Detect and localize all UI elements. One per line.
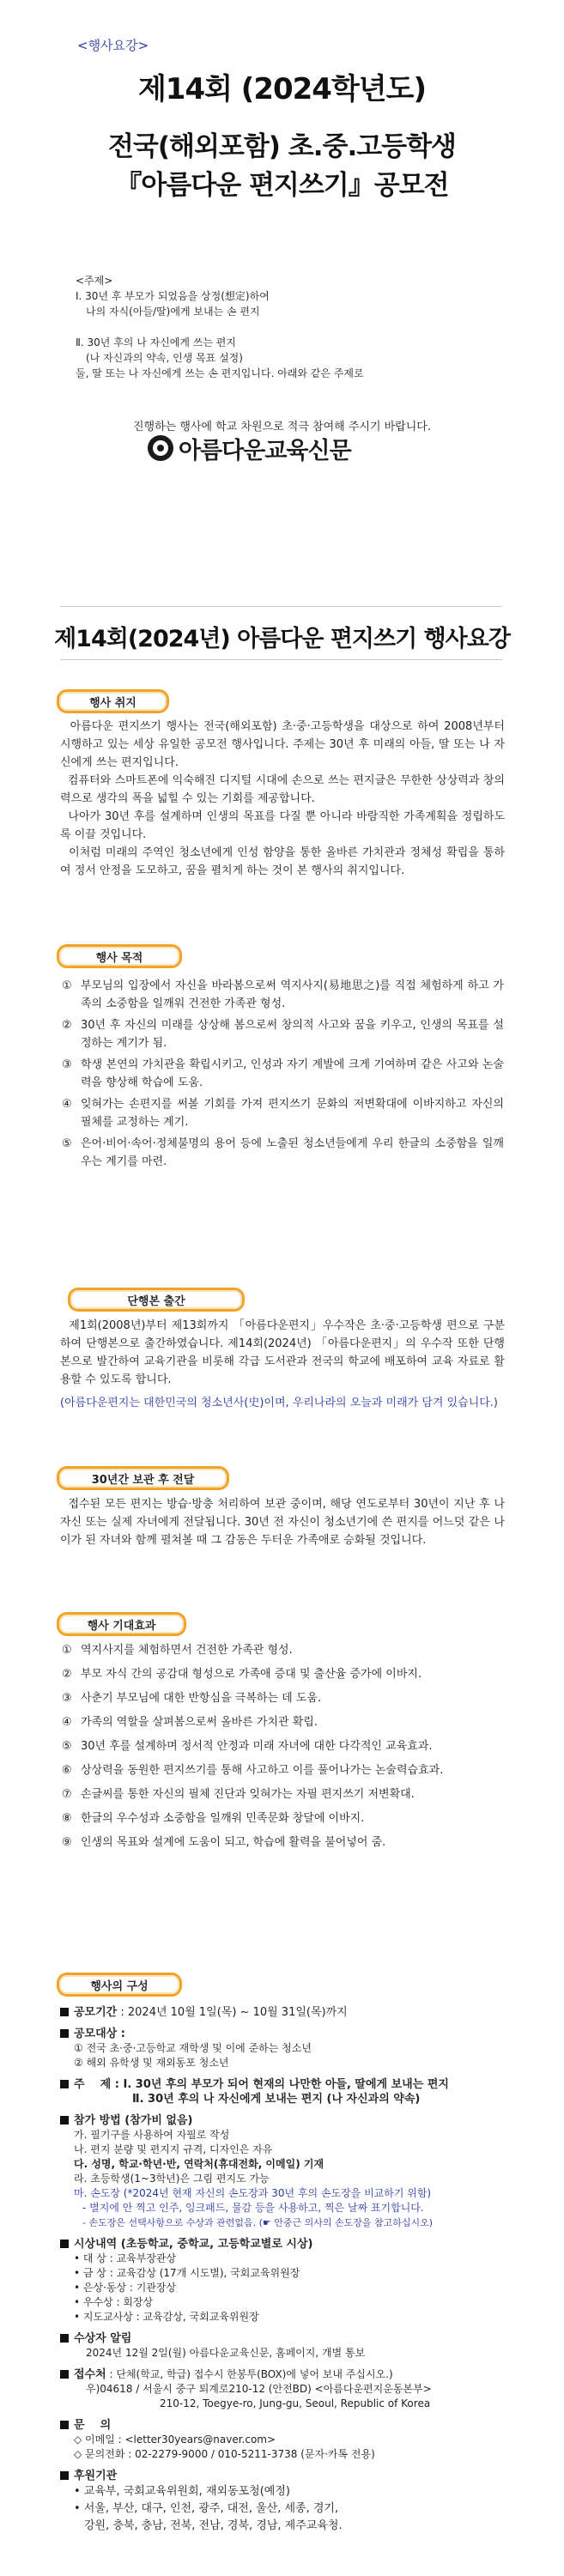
theme-detail-label: 주 제 (74, 2078, 112, 2091)
square-bullet-icon (60, 2471, 69, 2480)
winner-block (60, 2331, 506, 2361)
award-label: 시상내역 (초등학교, 중학교, 고등학교별로 시상) (74, 2238, 313, 2251)
submit-block (60, 2367, 506, 2411)
list-item: ⑥ 상상력을 동원한 편지쓰기를 통해 사고하고 이를 풀어나가는 논술력습효과. (62, 1764, 444, 1777)
award-2: • 금 상 : 교육감상 (17개 시도별), 국회교육위원장 (74, 2267, 300, 2279)
winner-value: 2024년 12월 2일(월) 아름다운교육신문, 홈페이지, 개별 통보 (86, 2347, 366, 2359)
square-bullet-icon (60, 2240, 69, 2248)
target-2: ② 해외 유학생 및 재외동포 청소년 (74, 2057, 229, 2069)
period-value: : 2024년 10월 1일(목) ~ 10월 31일(목)까지 (117, 2006, 348, 2019)
square-bullet-icon (60, 2116, 69, 2124)
target-label: 공모대상 : (74, 2027, 125, 2040)
list-item: ② 부모 자식 간의 공감대 형성으로 가족애 증대 및 출산율 증가에 이바지. (62, 1668, 422, 1681)
award-block (60, 2237, 506, 2324)
award-4: • 우수상 : 회장상 (74, 2296, 154, 2308)
method-ga: 가. 필기구를 사용하여 자필로 작성 (74, 2129, 230, 2141)
square-bullet-icon (60, 2334, 69, 2343)
objective-list (62, 977, 504, 1174)
theme-item-1-sub: 나의 자식(아들/딸)에게 보내는 손 편지 (86, 306, 260, 318)
section-title: 제14회(2024년) 아름다운 편지쓰기 행사요강 (54, 626, 510, 652)
divider-top (60, 606, 502, 607)
period-block (60, 2005, 506, 2020)
sponsor-3: 강원, 충북, 충남, 전북, 전남, 경북, 경남, 제주교육청. (84, 2519, 343, 2532)
list-item: ④ 가족의 역할을 살펴봄으로써 올바른 가치관 확립. (62, 1716, 318, 1729)
logo (148, 434, 351, 462)
square-bullet-icon (60, 2370, 69, 2379)
title-edition: 제14회 (2024학년도) (137, 72, 427, 106)
award-1: • 대 상 : 교육부장관상 (74, 2252, 177, 2264)
target-block (60, 2027, 506, 2070)
method-na: 나. 편지 분량 및 편지지 규격, 디자인은 자유 (74, 2143, 273, 2155)
publication-body: 제1회(2008년)부터 제13회까지 「아름다운편지」우수작은 초·중·고등학생 편으로 구분하여 단행본으로 출간하였습니다. 제14회(2024년) 「아름다운편지」의 우수작 또한 단행본으로 발간하여 교육기관을 비롯해 각급 도서관과 전국의 학교에 배포하여 교육 자료로 활용할 수 있도록 합니다. (60, 1319, 506, 1386)
method-ma: 마. 손도장 (*2024년 현재 자신의 손도장과 30년 후의 손도장을 비교하기 위함) (74, 2187, 432, 2199)
list-item: ③ 사춘기 부모님에 대한 반항심을 극복하는 데 도움. (62, 1692, 322, 1705)
submit-address-2: 210-12, Toegye-ro, Jung-gu, Seoul, Republic of Korea (160, 2397, 431, 2409)
theme-detail-1: : Ⅰ. 30년 후의 부모가 되어 현재의 나만한 아들, 딸에게 보내는 편지 (111, 2078, 449, 2091)
storage-body: 접수된 모든 편지는 방습·방충 처리하여 보관 중이며, 해당 연도로부터 30년이 지난 후 나 자신 또는 실제 자녀에게 전달됩니다. 30년 전 자신이 청소년기에 쓴 편지를 어느덧 같은 나이가 된 자녀와 함께 펼쳐볼 때 그 감동은 두터운 가족애로 승화될 것입니다. (60, 1498, 509, 1547)
list-item: ② 30년 후 자신의 미래를 상상해 봄으로써 창의적 사고와 꿈을 키우고, 인생의 목표를 설정하는 계기가 됨. (62, 1019, 504, 1050)
title-contest: 『아름다운 편지쓰기』공모전 (115, 170, 449, 201)
method-da: 다. 성명, 학교·학년·반, 연락처(휴대전화, 이메일) 기재 (74, 2158, 324, 2170)
list-item: ④ 잊혀가는 손편지를 써볼 기회를 가져 편지쓰기 문화의 저변확대에 이바지하고 자신의 필체를 교정하는 계기. (62, 1098, 504, 1129)
contact-email: ◇ 이메일 : <letter30years@naver.com> (74, 2434, 276, 2446)
list-item: ① 역지사지를 체험하면서 건전한 가족관 형성. (62, 1644, 293, 1657)
method-block (60, 2113, 506, 2230)
contact-block (60, 2418, 506, 2462)
sponsor-block (60, 2469, 506, 2535)
heading-objective: 행사 목적 (57, 944, 182, 968)
contact-phone: ◇ 문의전화 : 02-2279-9000 / 010-5211-3738 (문자·카톡 전용) (74, 2448, 375, 2460)
square-bullet-icon (60, 2029, 69, 2038)
composition-details (60, 2005, 506, 2542)
logo-text: 아름다운교육신문 (179, 437, 351, 464)
list-item: ⑤ 30년 후를 설계하며 정서적 안정과 미래 자녀에 대한 다각적인 교육효과. (62, 1740, 433, 1753)
publication-note: (아름다운편지는 대한민국의 청소년사(史)이며, 우리나라의 오늘과 미래가 담겨 있습니다.) (60, 1397, 499, 1409)
theme-item-2-sub1: (나 자신과의 약속, 인생 목표 설정) (86, 352, 243, 364)
period-label: 공모기간 (74, 2006, 118, 2019)
closing-text: 진행하는 행사에 학교 차원으로 적극 참여해 주시기 바랍니다. (132, 421, 431, 433)
theme-detail-block (60, 2077, 506, 2106)
heading-publication: 단행본 출간 (68, 1288, 245, 1312)
award-3: • 은상·동상 : 기관장상 (74, 2282, 177, 2294)
theme-item-1: Ⅰ. 30년 후 부모가 되었음을 상정(想定)하여 (76, 290, 270, 302)
title-target: 전국(해외포함) 초.중.고등학생 (107, 131, 457, 162)
sponsor-1: • 교육부, 국회교육위원회, 재외동포청(예정) (74, 2485, 290, 2498)
square-bullet-icon (60, 2421, 69, 2429)
divider-bottom (60, 659, 502, 660)
submit-address-1: 우)04618 / 서울시 중구 퇴계로210-12 (안전BD) <아름다운편지운동본부> (86, 2383, 432, 2395)
heading-purpose: 행사 취지 (57, 689, 169, 713)
method-ma2: - 별지에 안 찍고 인주, 잉크패드, 물감 등을 사용하고, 찍은 날짜 표기합니다. (82, 2202, 424, 2214)
method-ma3: - 손도장은 선택사항으로 수상과 관련없음. (☛ 안중근 의사의 손도장을 참고하십시오) (82, 2217, 434, 2228)
theme-detail-2: Ⅱ. 30년 후의 나 자신에게 보내는 편지 (나 자신과의 약속) (132, 2093, 421, 2106)
list-item: ⑤ 은어·비어·속어·정체불명의 용어 등에 노출된 청소년들에게 우리 한글의 소중함을 일깨우는 계기를 마련. (62, 1137, 504, 1168)
square-bullet-icon (60, 2080, 69, 2088)
theme-item-2: Ⅱ. 30년 후의 나 자신에게 쓰는 편지 (76, 336, 236, 349)
logo-mark-icon (148, 435, 173, 461)
top-note: <행사요강> (77, 38, 149, 53)
list-item: ③ 학생 본연의 가치관을 확립시키고, 인성과 자기 계발에 크게 기여하며 같은 사고와 논술력을 향상해 학습에 도움. (62, 1058, 504, 1089)
target-1: ① 전국 초·중·고등학교 재학생 및 이에 준하는 청소년 (74, 2042, 312, 2054)
heading-composition: 행사의 구성 (57, 1973, 182, 1997)
submit-label: 접수처 (74, 2368, 106, 2381)
heading-effects: 행사 기대효과 (57, 1612, 186, 1636)
theme-item-2-sub2: 둘, 딸 또는 나 자신에게 쓰는 손 편지입니다. 아래와 같은 주제로 (76, 367, 364, 379)
list-item: ① 부모님의 입장에서 자신을 바라봄으로써 역지사지(易地思之)를 직접 체험하게 하고 가족의 소중함을 일깨워 건전한 가족관 형성. (62, 979, 504, 1010)
method-ra: 라. 초등학생(1~3학년)은 그림 편지도 가능 (74, 2173, 270, 2185)
theme-block (76, 273, 364, 381)
sponsor-label: 후원기관 (74, 2470, 118, 2482)
effects-list (62, 1641, 504, 1858)
list-item: ⑨ 인생의 목표와 설계에 도움이 되고, 학습에 활력을 불어넣어 줌. (62, 1836, 386, 1849)
sponsor-2: • 서울, 부산, 대구, 인천, 광주, 대전, 울산, 세종, 경기, (74, 2502, 339, 2515)
square-bullet-icon (60, 2008, 69, 2016)
award-5: • 지도교사상 : 교육감상, 국회교육위원장 (74, 2311, 259, 2323)
contact-label: 문 의 (74, 2419, 112, 2432)
list-item: ⑧ 한글의 우수성과 소중함을 일깨워 민족문화 창달에 이바지. (62, 1812, 365, 1825)
submit-value: : 단체(학교, 학급) 접수시 한봉투(BOX)에 넣어 보내 주십시오.) (106, 2368, 393, 2380)
theme-label: <주제> (76, 275, 113, 287)
method-label: 참가 방법 (참가비 없음) (74, 2114, 193, 2127)
purpose-body: 아름다운 편지쓰기 행사는 전국(해외포함) 초·중·고등학생을 대상으로 하여 2008년부터 시행하고 있는 세상 유일한 공모전 행사입니다. 주제는 30년 후 미래의 아들, 딸 또는 나 자신에게 쓰는 편지입니다. 컴퓨터와 스마트폰에 익숙해진 디지털 시대에 손으로 쓰는 편지글은 무한한 상상력과 창의력으로 생각의 폭을 넓힐 수 있는 기회를 제공합니다. 나아가 30년 후를 설계하며 인생의 목표를 다질 뿐 아니라 바람직한 가족계획을 정립하도록 이끌 것입니다. 이처럼 미래의 주역인 청소년에게 인성 함양을 통한 올바른 가치관과 정체성 확립을 통하여 정서 안정을 도모하고, 꿈을 펼치게 하는 것이 본 행사의 취지입니다. (60, 720, 506, 877)
winner-label: 수상자 알림 (74, 2332, 132, 2345)
heading-storage: 30년간 보관 후 전달 (57, 1466, 229, 1490)
list-item: ⑦ 손글씨를 통한 자신의 필체 진단과 잊혀가는 자필 편지쓰기 저변확대. (62, 1788, 415, 1801)
